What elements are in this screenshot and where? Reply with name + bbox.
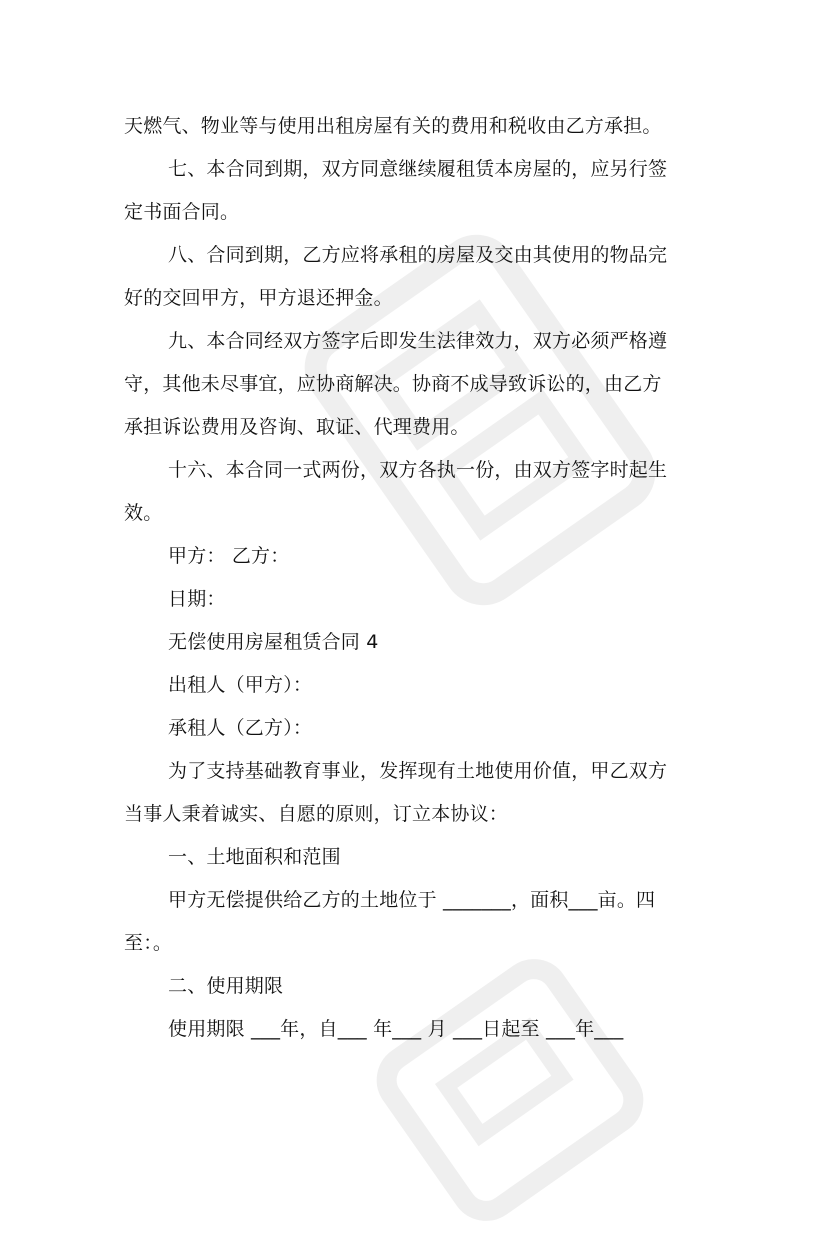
clause-9-line-1: 九、本合同经双方签字后即发生法律效力，双方必须严格遵 [168, 330, 668, 352]
section-1-line-2: 至：。 [124, 932, 173, 954]
watermark-icon-lower [340, 925, 679, 1254]
signature-parties: 甲方： 乙方： [168, 545, 290, 567]
contract-title: 无偿使用房屋租赁合同 4 [168, 631, 379, 653]
section-2-line-1: 使用期限 ___年，自___ 年___ 月 ___日起至 ___年___ [168, 1018, 624, 1040]
lessor-label: 出租人（甲方）： [168, 674, 313, 696]
text-line-1: 天燃气、物业等与使用出租房屋有关的费用和税收由乙方承担。 [124, 115, 662, 137]
section-1-line-1: 甲方无偿提供给乙方的土地位于 _______，面积___亩。四 [168, 889, 656, 911]
preamble-line-1: 为了支持基础教育事业，发挥现有土地使用价值，甲乙双方 [168, 760, 668, 782]
clause-7-line-1: 七、本合同到期，双方同意继续履租赁本房屋的，应另行签 [168, 158, 668, 180]
clause-8-line-2: 好的交回甲方，甲方退还押金。 [124, 287, 393, 309]
section-1-heading: 一、土地面积和范围 [168, 846, 341, 868]
clause-16-line-2: 效。 [124, 502, 163, 524]
signature-date: 日期： [168, 588, 226, 610]
clause-8-line-1: 八、合同到期，乙方应将承租的房屋及交由其使用的物品完 [168, 244, 668, 266]
clause-9-line-2: 守，其他未尽事宜，应协商解决。协商不成导致诉讼的，由乙方 [124, 373, 662, 395]
clause-9-line-3: 承担诉讼费用及咨询、取证、代理费用。 [124, 416, 470, 438]
clause-16-line-1: 十六、本合同一式两份，双方各执一份，由双方签字时起生 [168, 459, 668, 481]
preamble-line-2: 当事人秉着诚实、自愿的原则，订立本协议： [124, 803, 509, 825]
clause-7-line-2: 定书面合同。 [124, 201, 240, 223]
lessee-label: 承租人（乙方）： [168, 717, 313, 739]
section-2-heading: 二、使用期限 [168, 975, 284, 997]
